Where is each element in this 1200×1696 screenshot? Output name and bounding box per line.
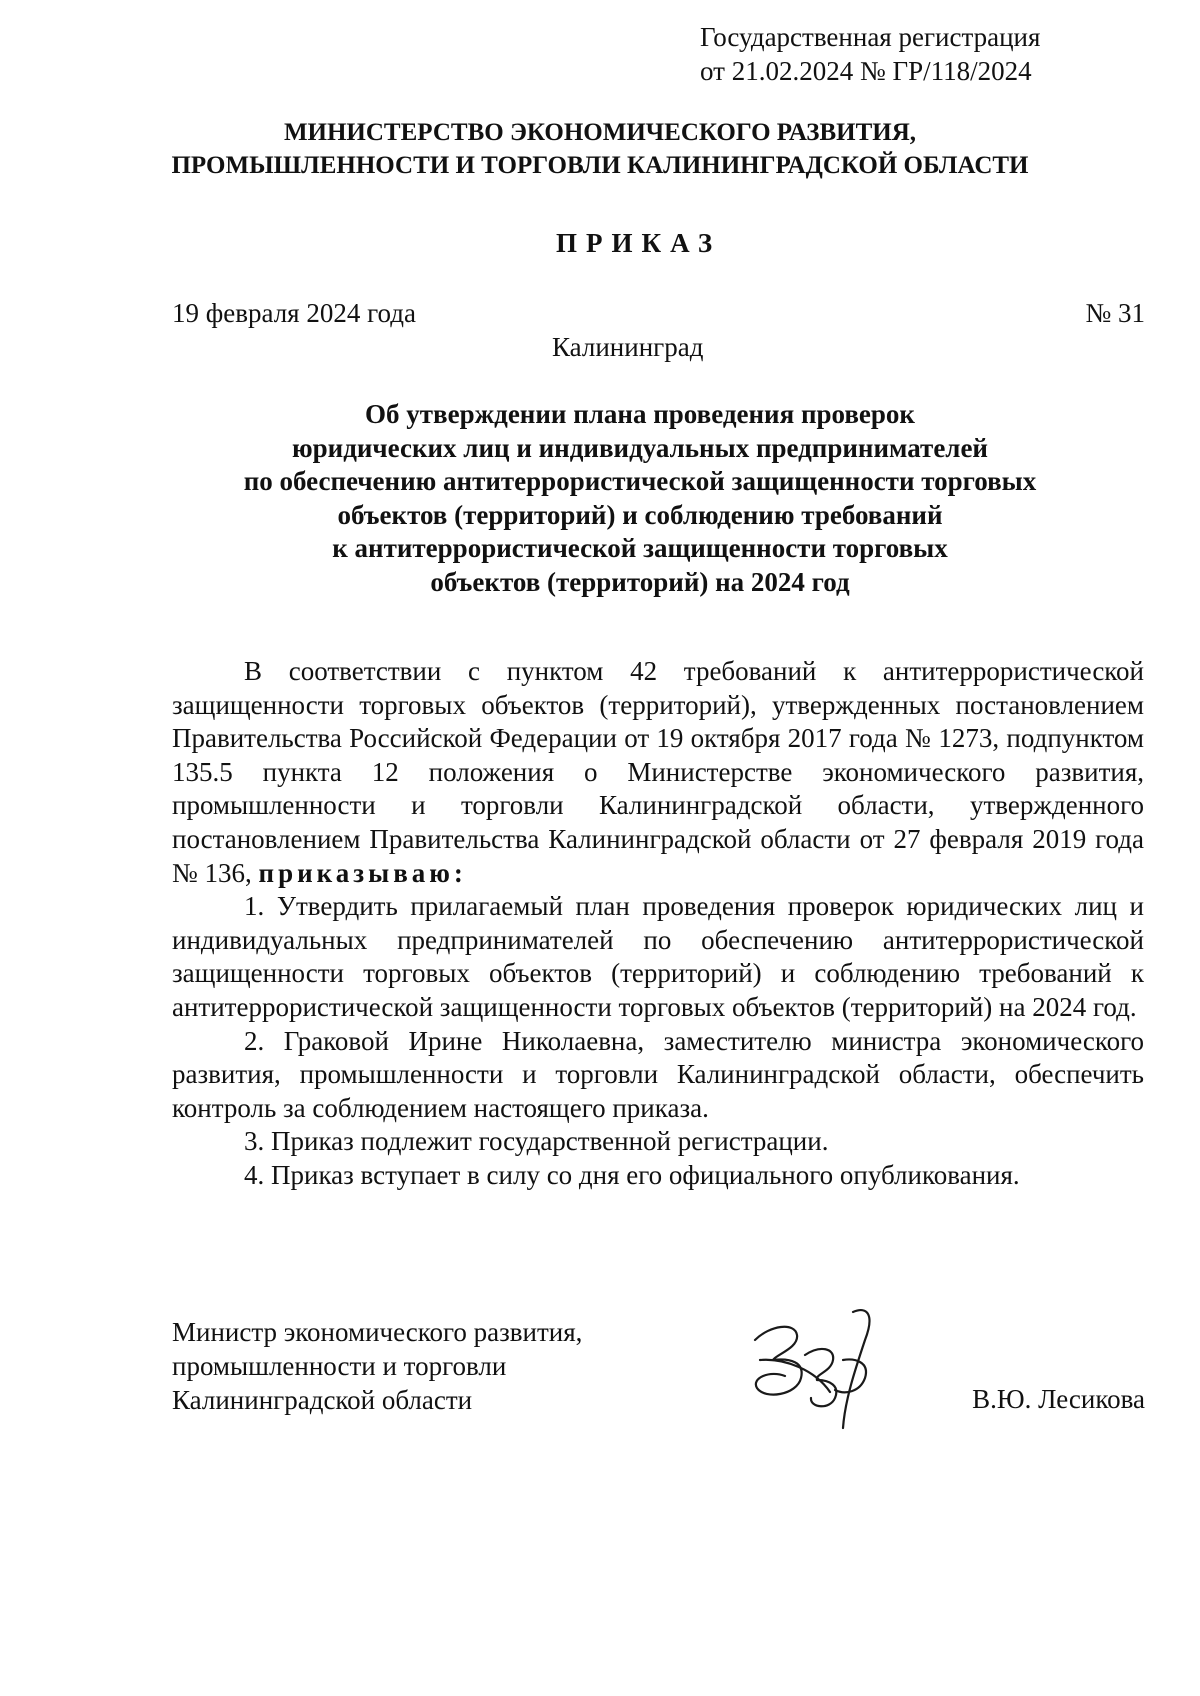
preamble-text: В соответствии с пунктом 42 требований к антитеррористической защищенности торговых объектов (территорий), утвержденных постановлением Правительства Российской Федерации от 19 октября 2017 года № 1273, подпунктом 135.5 пункта 12 положения о Министерстве экономического развития, промышленности и торговли Калининградской области, утвержденного постановлением Правительства Калининградской области от 27 февраля 2019 года № 136, bbox=[172, 656, 1144, 888]
order-item-3: 3. Приказ подлежит государственной регистрации. bbox=[244, 1126, 829, 1157]
decree-word: приказываю: bbox=[258, 857, 467, 888]
ministry-line-1: МИНИСТЕРСТВО ЭКОНОМИЧЕСКОГО РАЗВИТИЯ, bbox=[283, 119, 917, 146]
order-body bbox=[172, 655, 1144, 1193]
subject-line: объектов (территорий) на 2024 год bbox=[430, 566, 850, 597]
signer-position-line-3: Калининградской области bbox=[172, 1385, 473, 1415]
subject-line: к антитеррористической защищенности торговых bbox=[332, 533, 948, 563]
subject-line: юридических лиц и индивидуальных предпринимателей bbox=[292, 432, 988, 463]
order-item-1: 1. Утвердить прилагаемый план проведения проверок юридических лиц и индивидуальных предпринимателей по обеспечению антитеррористической защищенности торговых объектов (территорий) и соблюдению требований к антитеррористической защищенности торговых объектов (территорий) на 2024 год. bbox=[172, 891, 1144, 1022]
order-city: Калининград bbox=[552, 332, 704, 362]
registration-stamp bbox=[700, 20, 1140, 88]
registration-line-2: от 21.02.2024 № ГР/118/2024 bbox=[700, 56, 1032, 86]
signer-position-line-1: Министр экономического развития, bbox=[172, 1317, 583, 1347]
subject-line: объектов (территорий) и соблюдению требований bbox=[337, 499, 943, 530]
order-item-4: 4. Приказ вступает в силу со дня его официального опубликования. bbox=[244, 1159, 1020, 1190]
order-item-2: 2. Граковой Ирине Николаевна, заместителю министра экономического развития, промышленности и торговли Калининградской области, обеспечить контроль за соблюдением настоящего приказа. bbox=[172, 1025, 1144, 1123]
signer-position bbox=[172, 1315, 672, 1417]
subject-line: по обеспечению антитеррористической защищенности торговых bbox=[243, 466, 1037, 496]
signer-position-line-2: промышленности и торговли bbox=[172, 1351, 507, 1381]
subject-line: Об утверждении плана проведения проверок bbox=[364, 399, 915, 429]
ministry-line-2: ПРОМЫШЛЕННОСТИ И ТОРГОВЛИ КАЛИНИНГРАДСКОЙ ОБЛАСТИ bbox=[171, 152, 1029, 179]
preamble-paragraph bbox=[172, 655, 1144, 890]
registration-line-1: Государственная регистрация bbox=[700, 22, 1041, 52]
order-number: № 31 bbox=[1085, 298, 1145, 328]
order-subject bbox=[160, 398, 1120, 599]
ministry-header bbox=[0, 116, 1200, 182]
signer-name: В.Ю. Лесикова bbox=[972, 1384, 1145, 1414]
document-title: ПРИКАЗ bbox=[556, 228, 722, 258]
order-date: 19 февраля 2024 года bbox=[172, 298, 416, 328]
signature-icon bbox=[735, 1300, 925, 1440]
